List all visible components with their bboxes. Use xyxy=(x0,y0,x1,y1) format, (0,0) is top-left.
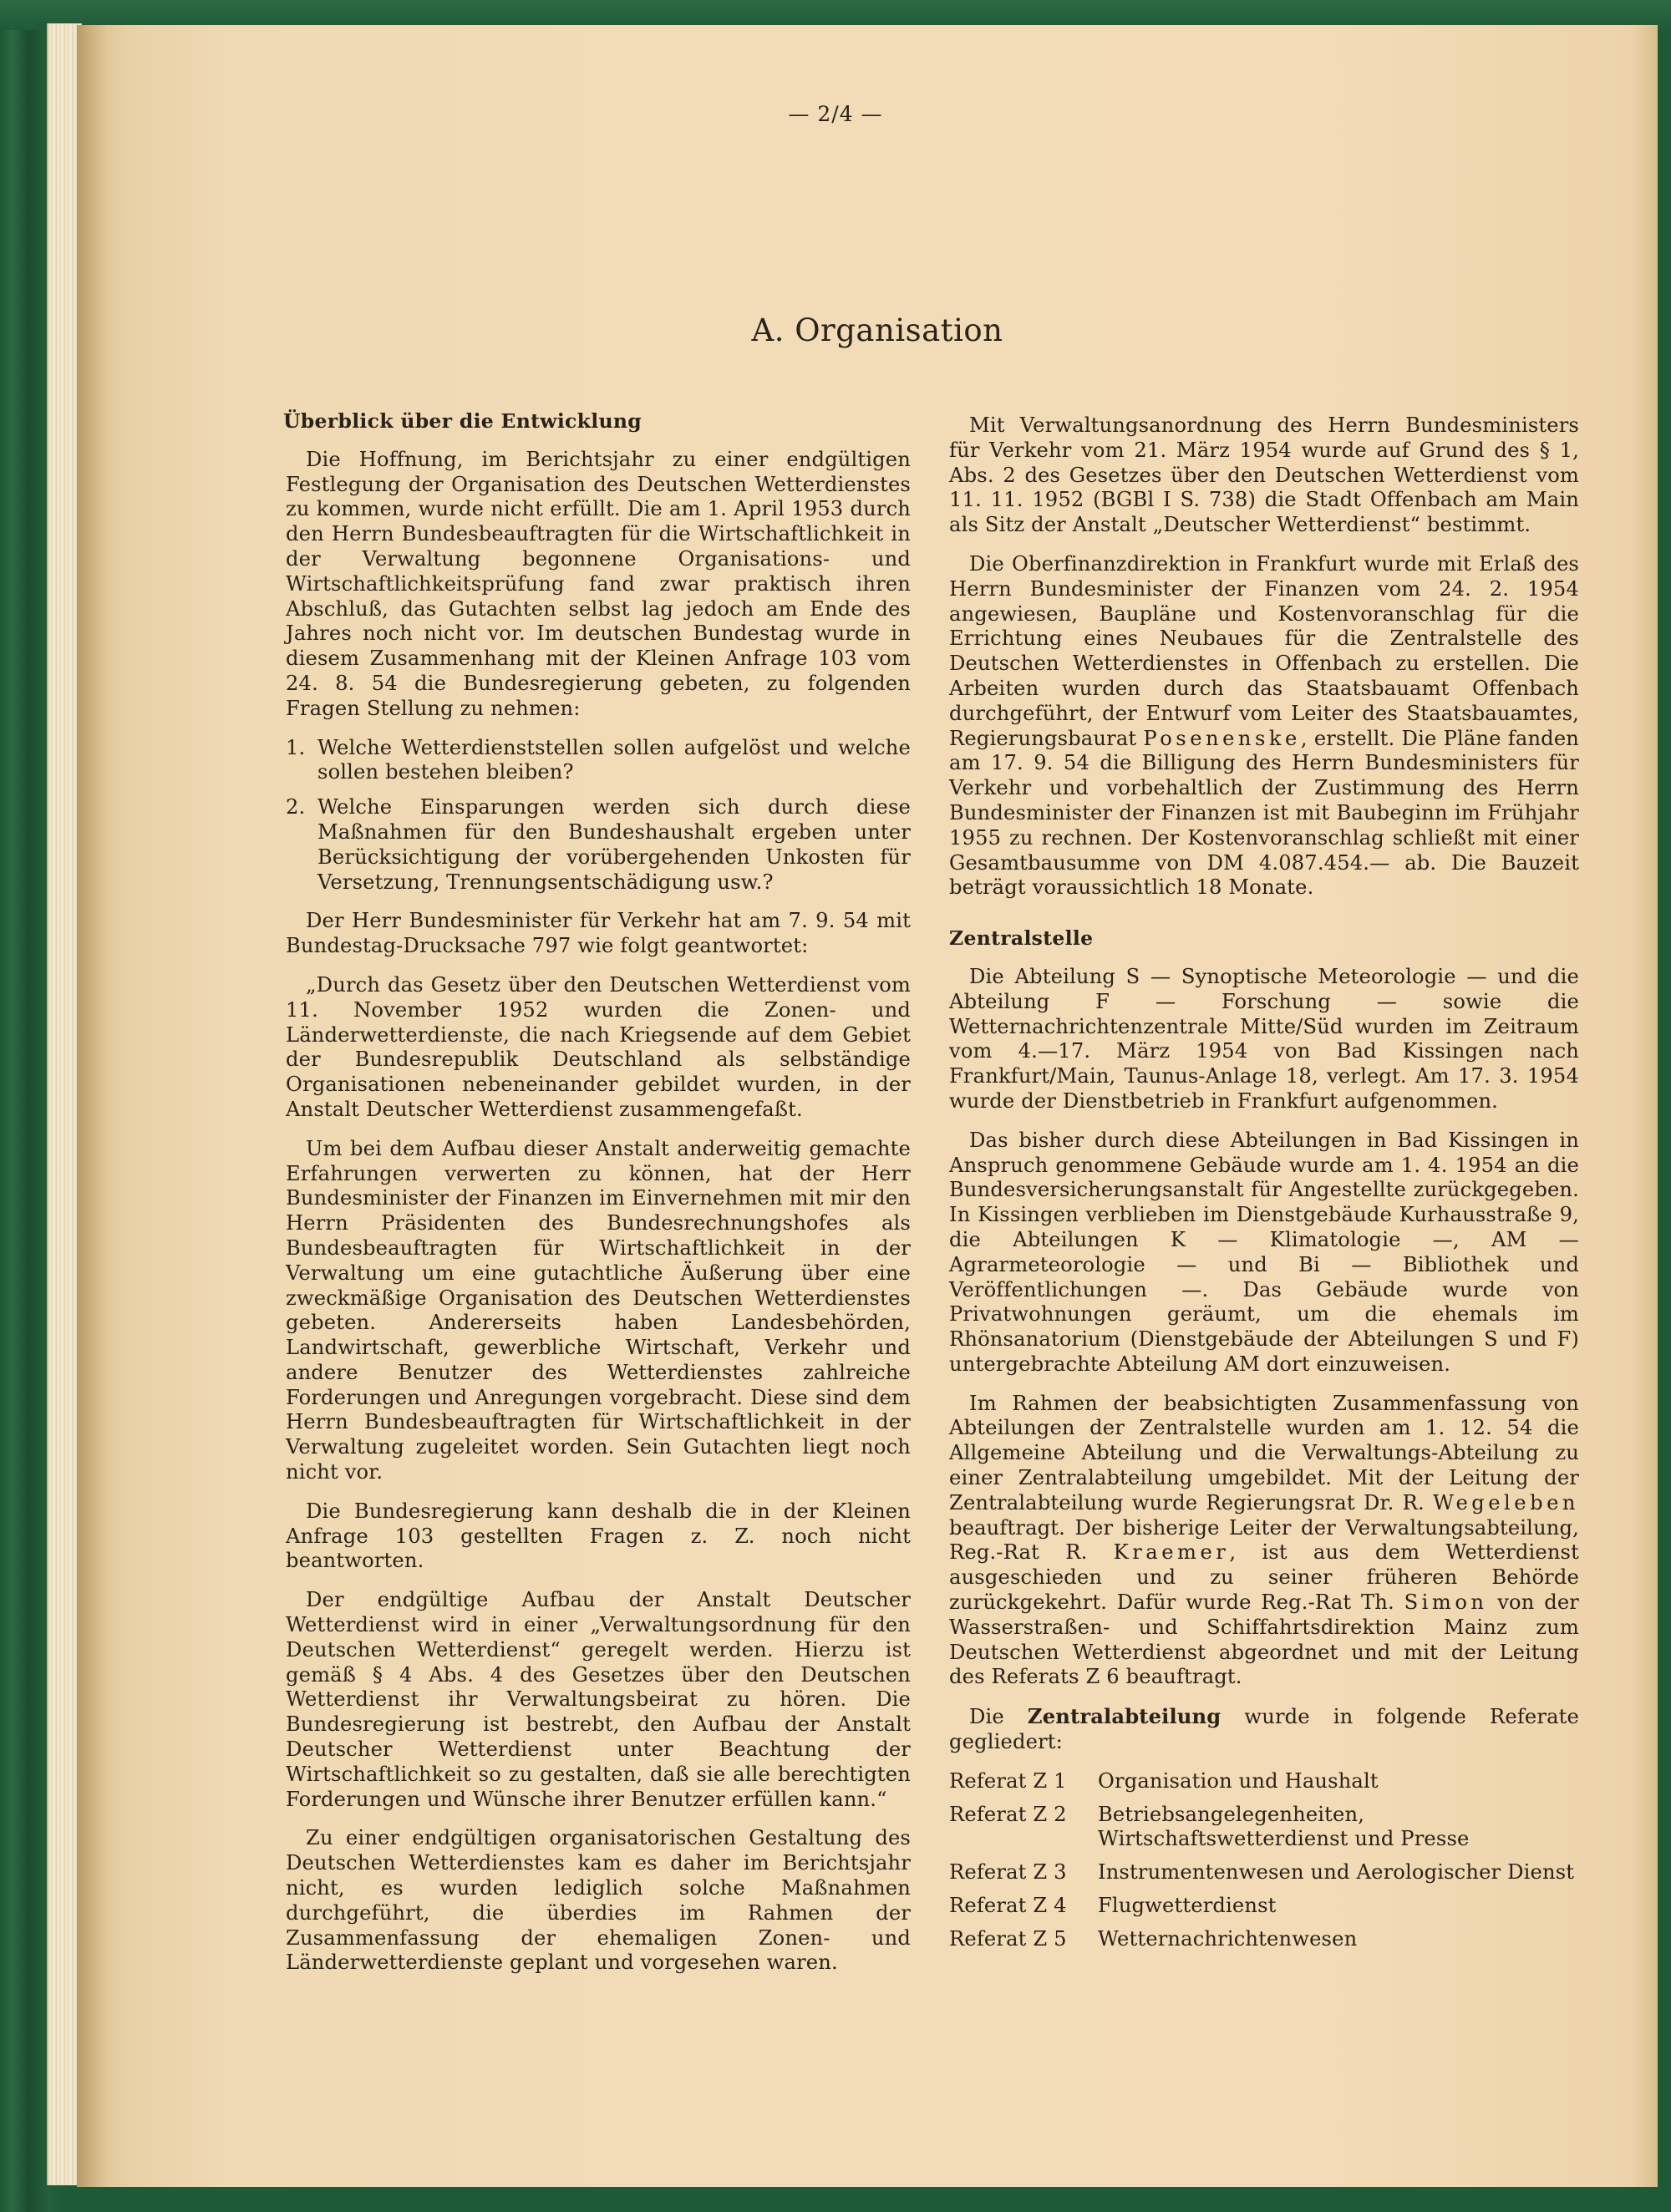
paragraph xyxy=(949,1704,1579,1755)
list-item-text: Welche Einsparungen werden sich durch diese Maßnahmen für den Bundeshaushalt ergeben unter Berücksichtigung der vorübergehenden Unkosten für Versetzung, Trennungsentschädigung usw.? xyxy=(317,795,911,894)
left-column xyxy=(283,409,911,1990)
list-item xyxy=(286,736,911,786)
list-item-number: 1. xyxy=(286,735,306,759)
table-row xyxy=(949,1894,1579,1927)
referat-description: Instrumentenwesen und Aerologischer Dienst xyxy=(1098,1860,1575,1885)
list-item-number: 2. xyxy=(286,795,306,819)
person-name: Posenenske xyxy=(1143,726,1301,750)
list-item xyxy=(286,795,911,895)
page-number: — 2/4 — xyxy=(788,102,883,126)
person-name: Simon xyxy=(1404,1591,1488,1615)
paragraph: Der Herr Bundesminister für Verkehr hat am 7. 9. 54 mit Bundestag-Drucksache 797 wie folgt geantwortet: xyxy=(286,909,911,958)
paragraph-text: von der Wasserstraßen- und Schiffahrtsdirektion Mainz zum Deutschen Wetterdienst abgeordnet und mit der Leitung des Referats Z 6 beauftragt. xyxy=(949,1591,1580,1689)
person-name: Wegeleben xyxy=(1433,1490,1579,1514)
paragraph: Die Bundesregierung kann deshalb die in der Kleinen Anfrage 103 gestellten Fragen z. Z. noch nicht beantworten. xyxy=(286,1499,911,1573)
table-row xyxy=(949,1927,1579,1961)
referat-code: Referat Z 4 xyxy=(949,1894,1067,1918)
paragraph: „Durch das Gesetz über den Deutschen Wetterdienst vom 11. November 1952 wurden die Zonen- und Länderwetterdienste, die nach Kriegsende auf dem Gebiet der Bundesrepublik Deutschland als selbständige Organisationen nebeneinander gebildet wurden, in der Anstalt Deutscher Wetterdienst zusammengefaßt. xyxy=(286,972,911,1121)
person-name: Kraemer xyxy=(1113,1540,1230,1565)
bold-term: Zentralabteilung xyxy=(1027,1704,1222,1729)
paragraph-text: Im Rahmen der beabsichtigten Zusammenfassung von Abteilungen der Zentralstelle wurden am 1. 12. 54 die Allgemeine Abteilung und die Verwaltungs-Abteilung zu einer Zentralabteilung umgebildet. Mit der Leitung der Zentralabteilung wurde Regierungsrat Dr. R. xyxy=(949,1391,1579,1514)
paragraph xyxy=(949,1392,1579,1691)
paragraph: Um bei dem Aufbau dieser Anstalt anderweitig gemachte Erfahrungen verwerten zu können, hat der Herr Bundesminister der Finanzen im Einvernehmen mit mir den Herrn Präsidenten des Bundesrechnungshofes als Bundesbeauftragten für Wirtschaftlichkeit in der Verwaltung um eine gutachtliche Äußerung über eine zweckmäßige Organisation des Deutschen Wetterdienstes gebeten. Andererseits haben Landesbehörden, Landwirtschaft, gewerbliche Wirtschaft, Verkehr und andere Benutzer des Wetterdienstes zahlreiche Forderungen und Anregungen vorgebracht. Diese sind dem Herrn Bundesbeauftragten für Wirtschaftlichkeit in der Verwaltung zugeleitet worden. Sein Gutachten liegt noch nicht vor. xyxy=(286,1136,911,1484)
referat-code: Referat Z 1 xyxy=(949,1768,1067,1793)
paragraph: Die Abteilung S — Synoptische Meteorologie — und die Abteilung F — Forschung — sowie die Wetternachrichtenzentrale Mitte/Süd wurden im Zeitraum vom 4.—17. März 1954 von Bad Kissingen nach Frankfurt/Main, Taunus-Anlage 18, verlegt. Am 17. 3. 1954 wurde der Dienstbetrieb in Frankfurt aufgenommen. xyxy=(949,964,1579,1113)
paragraph-text: Die xyxy=(969,1705,1004,1729)
page-fold-shadow xyxy=(77,25,107,2187)
paragraph: Mit Verwaltungsanordnung des Herrn Bundesministers für Verkehr vom 21. März 1954 wurde auf Grund des § 1, Abs. 2 des Gesetzes über den Deutschen Wetterdienst vom 11. 11. 1952 (BGBl I S. 738) die Stadt Offenbach am Main als Sitz der Anstalt „Deutscher Wetterdienst“ bestimmt. xyxy=(949,413,1579,537)
paragraph-text: wurde in folgende Referate gegliedert: xyxy=(949,1705,1580,1754)
paragraph-text: , erstellt. Die Pläne fanden am 17. 9. 54 die Billigung des Herrn Bundesministers für Verkehr und vorbehaltlich der Zustimmung des Herrn Bundesminister der Finanzen ist mit Baubeginn im Frühjahr 1955 zu rechnen. Der Kostenvoranschlag schließt mit einer Gesamtbausumme von DM 4.087.454.— ab. Die Bauzeit beträgt voraussichtlich 18 Monate. xyxy=(949,726,1580,900)
referat-description: Betriebsangelegenheiten, Wirtschaftswetterdienst und Presse xyxy=(1098,1802,1470,1851)
section-heading-zentralstelle: Zentralstelle xyxy=(949,926,1094,951)
referat-code: Referat Z 2 xyxy=(949,1802,1067,1826)
referat-description: Wetternachrichtenwesen xyxy=(1098,1926,1358,1951)
paragraph: Der endgültige Aufbau der Anstalt Deutscher Wetterdienst wird in einer „Verwaltungsordnung für den Deutschen Wetterdienst“ geregelt werden. Hierzu ist gemäß § 4 Abs. 4 des Gesetzes über den Deutschen Wetterdienst ihr Verwaltungsbeirat zu hören. Die Bundesregierung ist bestrebt, den Aufbau der Anstalt Deutscher Wetterdienst unter Beachtung der Wirtschaftlichkeit so zu gestalten, daß sie alle berechtigten Forderungen und Wünsche ihrer Benutzer erfüllen kann.“ xyxy=(286,1588,911,1811)
paragraph-text: Die Oberfinanzdirektion in Frankfurt wurde mit Erlaß des Herrn Bundesminister der Finanzen vom 24. 2. 1954 angewiesen, Baupläne und Kostenvoranschlag für die Errichtung eines Neubaues für die Zentralstelle des Deutschen Wetterdienstes in Offenbach zu erstellen. Die Arbeiten wurden durch das Staatsbauamt Offenbach durchgeführt, der Entwurf vom Leiter des Staatsbauamtes, Regierungsbaurat xyxy=(949,551,1579,750)
table-row xyxy=(949,1860,1579,1894)
question-list xyxy=(286,736,911,895)
referat-description: Organisation und Haushalt xyxy=(1098,1768,1379,1793)
section-heading-overview: Überblick über die Entwicklung xyxy=(283,409,642,433)
paragraph: Zu einer endgültigen organisatorischen Gestaltung des Deutschen Wetterdienstes kam es daher im Berichtsjahr nicht, es wurden lediglich solche Maßnahmen durchgeführt, die überdies im Rahmen der Zusammenfassung der ehemaligen Zonen- und Länderwetterdienste geplant und vorgesehen waren. xyxy=(286,1826,911,1975)
table-row xyxy=(949,1803,1579,1861)
paragraph-text: , ist aus dem Wetterdienst ausgeschieden und zu seiner früheren Behörde zurückgekehrt. Dafür wurde Reg.-Rat Th. xyxy=(949,1540,1579,1615)
referat-code: Referat Z 5 xyxy=(949,1926,1067,1951)
paragraph-text: beauftragt. Der bisherige Leiter der Verwaltungsabteilung, Reg.-Rat R. xyxy=(949,1515,1579,1565)
paragraph: Die Hoffnung, im Berichtsjahr zu einer endgültigen Festlegung der Organisation des Deutschen Wetterdienstes zu kommen, wurde nicht erfüllt. Die am 1. April 1953 durch den Herrn Bundesbeauftragten für die Wirtschaftlichkeit in der Verwaltung begonnene Organisations- und Wirtschaftlichkeitsprüfung fand zwar praktisch ihren Abschluß, das Gutachten selbst lag jedoch am Ende des Jahres noch nicht vor. Im deutschen Bundestag wurde in diesem Zusammenhang mit der Kleinen Anfrage 103 vom 24. 8. 54 die Bundesregierung gebeten, zu folgenden Fragen Stellung zu nehmen: xyxy=(286,447,911,720)
section-title: A. Organisation xyxy=(751,312,1003,348)
list-item-text: Welche Wetterdienststellen sollen aufgelöst und welche sollen bestehen bleiben? xyxy=(317,735,911,784)
right-column xyxy=(949,413,1579,1961)
referate-table xyxy=(949,1769,1579,1961)
paragraph: Das bisher durch diese Abteilungen in Bad Kissingen in Anspruch genommene Gebäude wurde am 1. 4. 1954 an die Bundesversicherungsanstalt für Angestellte zurückgegeben. In Kissingen verblieben im Dienstgebäude Kurhausstraße 9, die Abteilungen K — Klimatologie —, AM — Agrarmeteorologie — und Bi — Bibliothek und Veröffentlichungen —. Das Gebäude wurde von Privatwohnungen geräumt, um die ehemals im Rhönsanatorium (Dienstgebäude der Abteilungen S und F) untergebrachte Abteilung AM dort einzuweisen. xyxy=(949,1128,1579,1376)
table-row xyxy=(949,1769,1579,1803)
referat-description: Flugwetterdienst xyxy=(1098,1894,1277,1918)
referat-code: Referat Z 3 xyxy=(949,1860,1067,1885)
paragraph xyxy=(949,552,1579,901)
